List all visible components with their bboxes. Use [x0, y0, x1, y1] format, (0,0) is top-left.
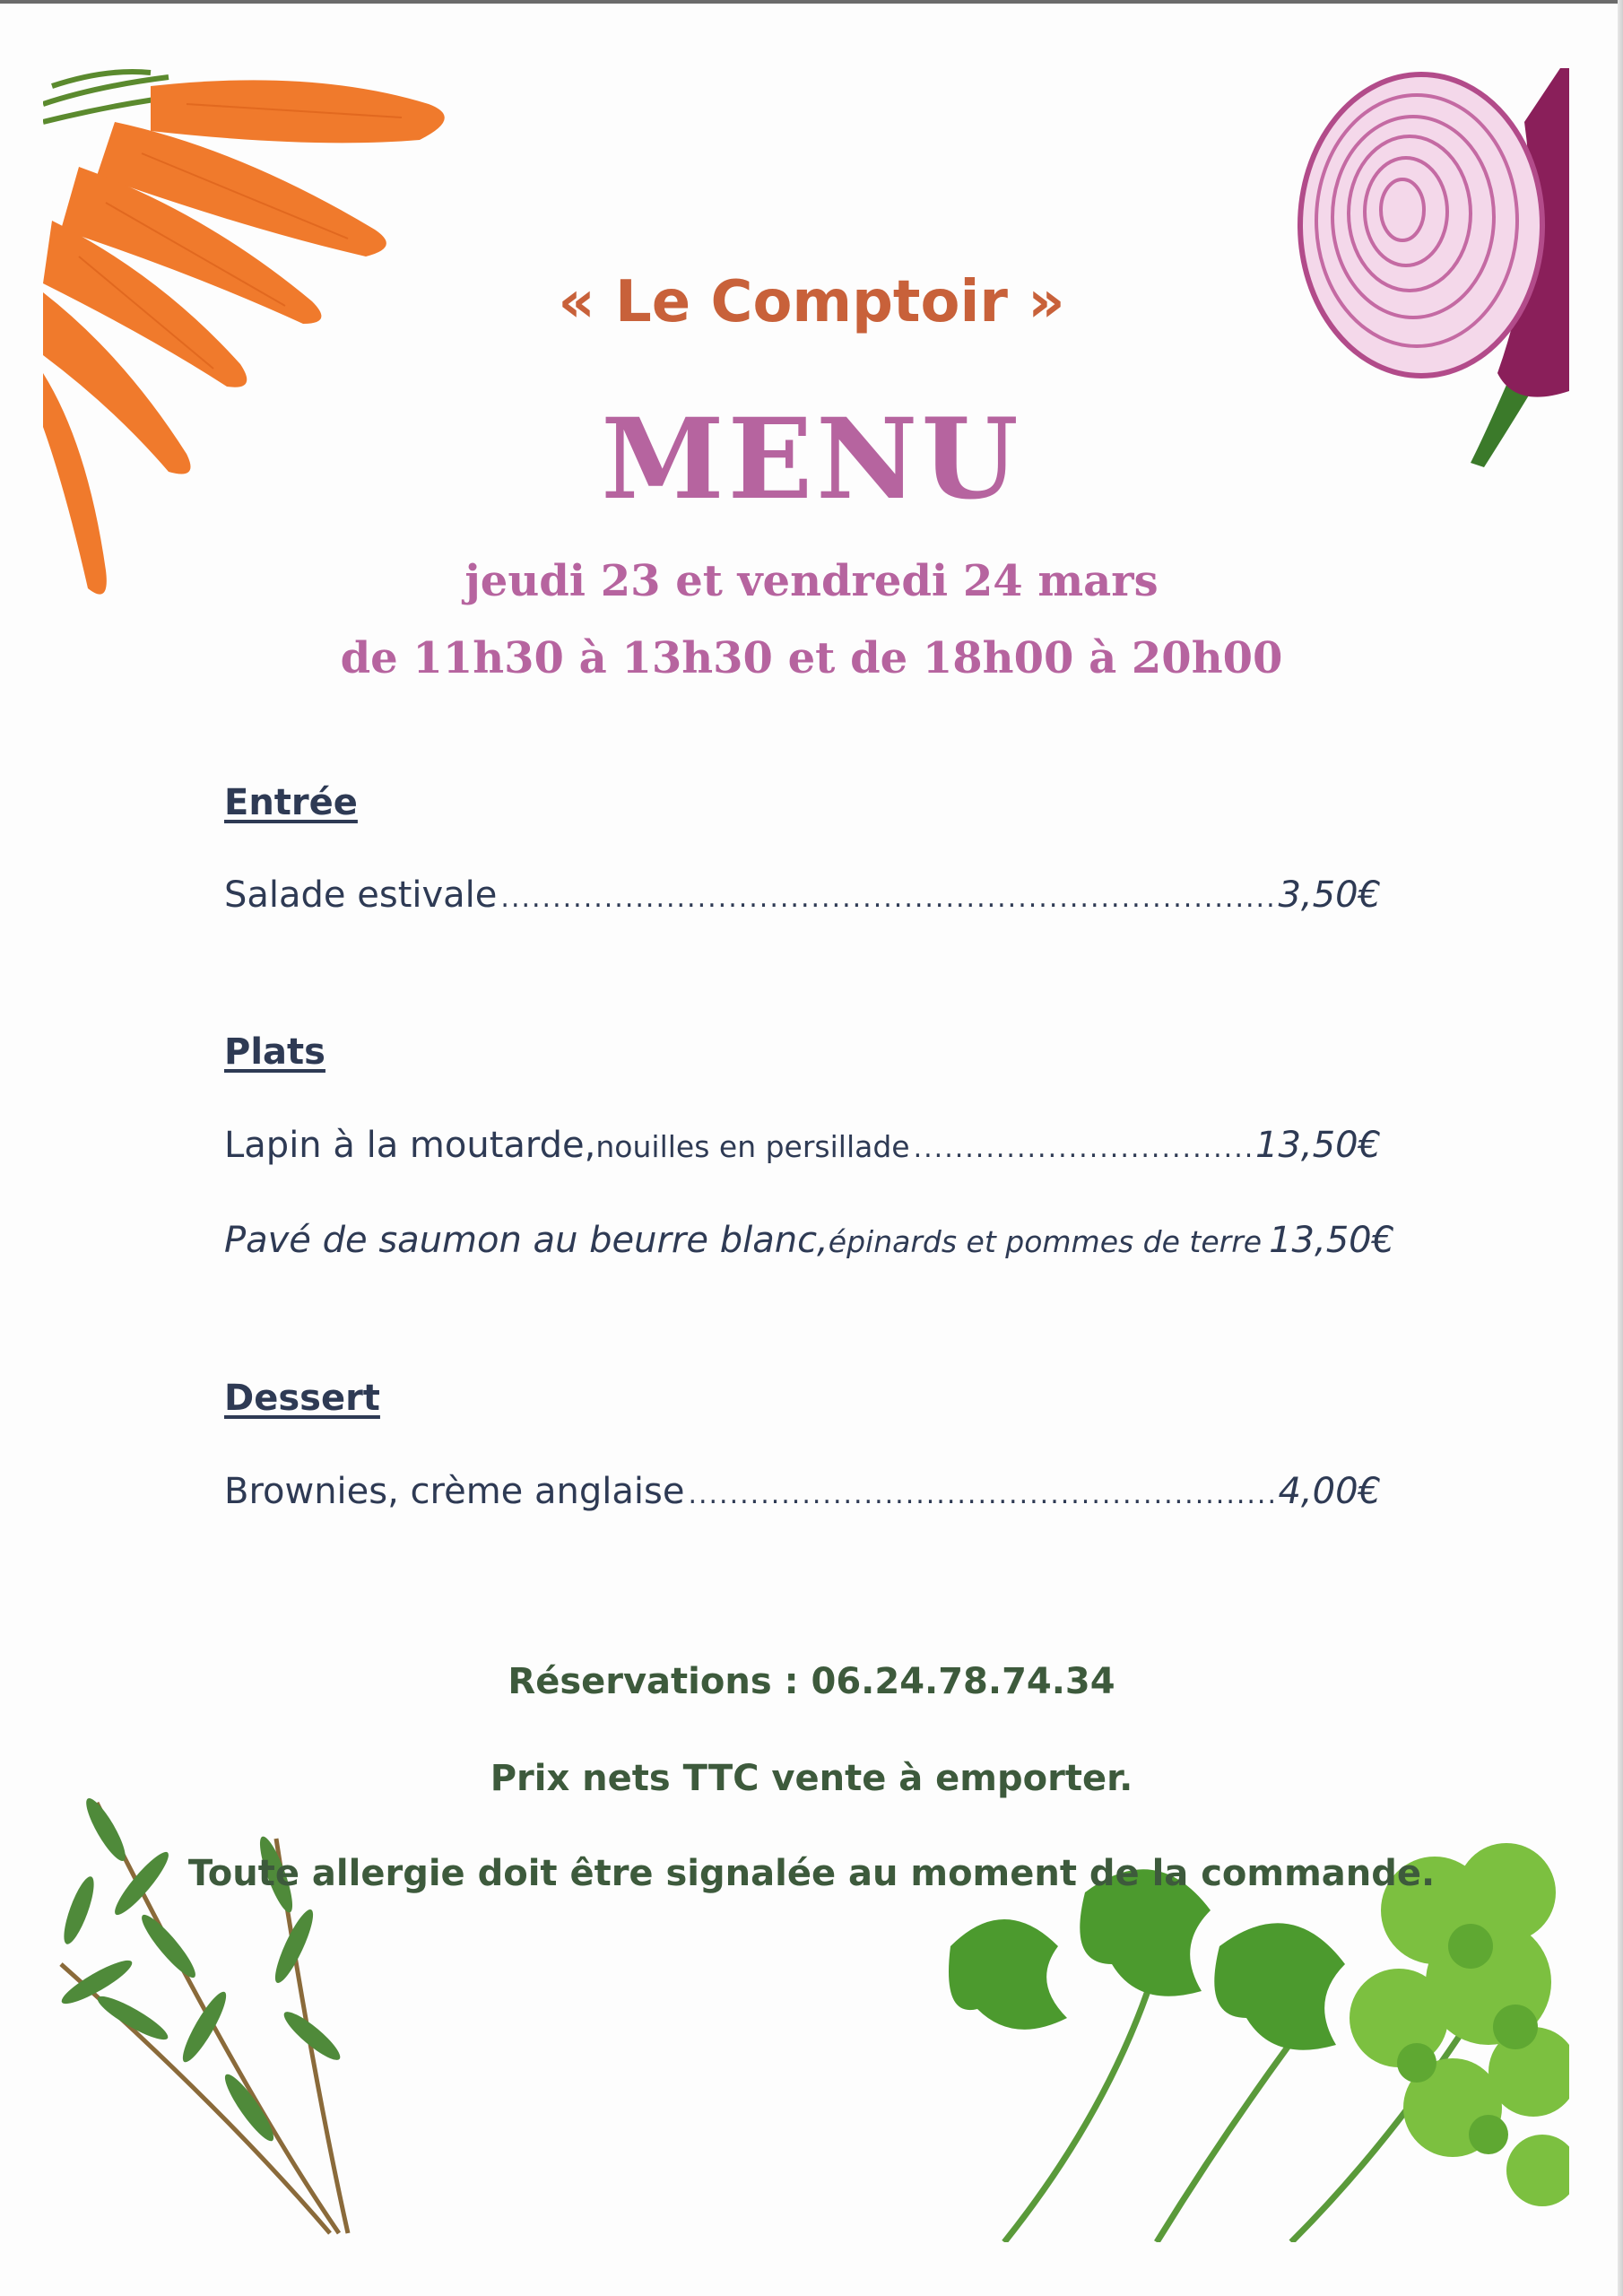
restaurant-name: « Le Comptoir »: [558, 269, 1065, 335]
page-right-edge: [1618, 0, 1623, 2296]
menu-list: [224, 0, 1395, 2296]
menu-item-price: 13,50€: [1255, 1125, 1381, 1166]
menu-item: [224, 874, 1381, 916]
menu-item-name: Salade estivale: [224, 874, 498, 916]
pricing-note: Prix nets TTC vente à emporter.: [490, 1758, 1133, 1799]
reservations-phone: Réservations : 06.24.78.74.34: [508, 1661, 1115, 1702]
service-dates: jeudi 23 et vendredi 24 mars: [464, 556, 1159, 606]
section-heading-plats: Plats: [224, 1031, 325, 1073]
menu-item: [224, 1220, 1395, 1261]
menu-item-price: 13,50€: [1269, 1220, 1395, 1261]
menu-title: MENU: [601, 395, 1022, 525]
section-heading-dessert: Dessert: [224, 1378, 380, 1419]
section-heading-entree: Entrée: [224, 782, 358, 823]
menu-item-name: Pavé de saumon au beurre blanc,: [224, 1220, 829, 1261]
dot-leader: [500, 883, 1274, 914]
menu-item-extra: nouilles en persillade: [595, 1129, 910, 1164]
allergy-note: Toute allergie doit être signalée au moment de la commande.: [187, 1853, 1436, 1894]
menu-item-name: Lapin à la moutarde,: [224, 1125, 596, 1166]
menu-item-name: Brownies, crème anglaise: [224, 1471, 685, 1512]
menu-item: [224, 1471, 1381, 1512]
menu-item-extra: épinards et pommes de terre: [828, 1224, 1263, 1259]
menu-item-price: 4,00€: [1278, 1471, 1381, 1512]
menu-item-price: 3,50€: [1278, 874, 1381, 916]
dot-leader: [914, 1133, 1252, 1164]
service-hours: de 11h30 à 13h30 et de 18h00 à 20h00: [340, 633, 1283, 683]
menu-item: [224, 1125, 1381, 1166]
dot-leader: [688, 1479, 1274, 1510]
